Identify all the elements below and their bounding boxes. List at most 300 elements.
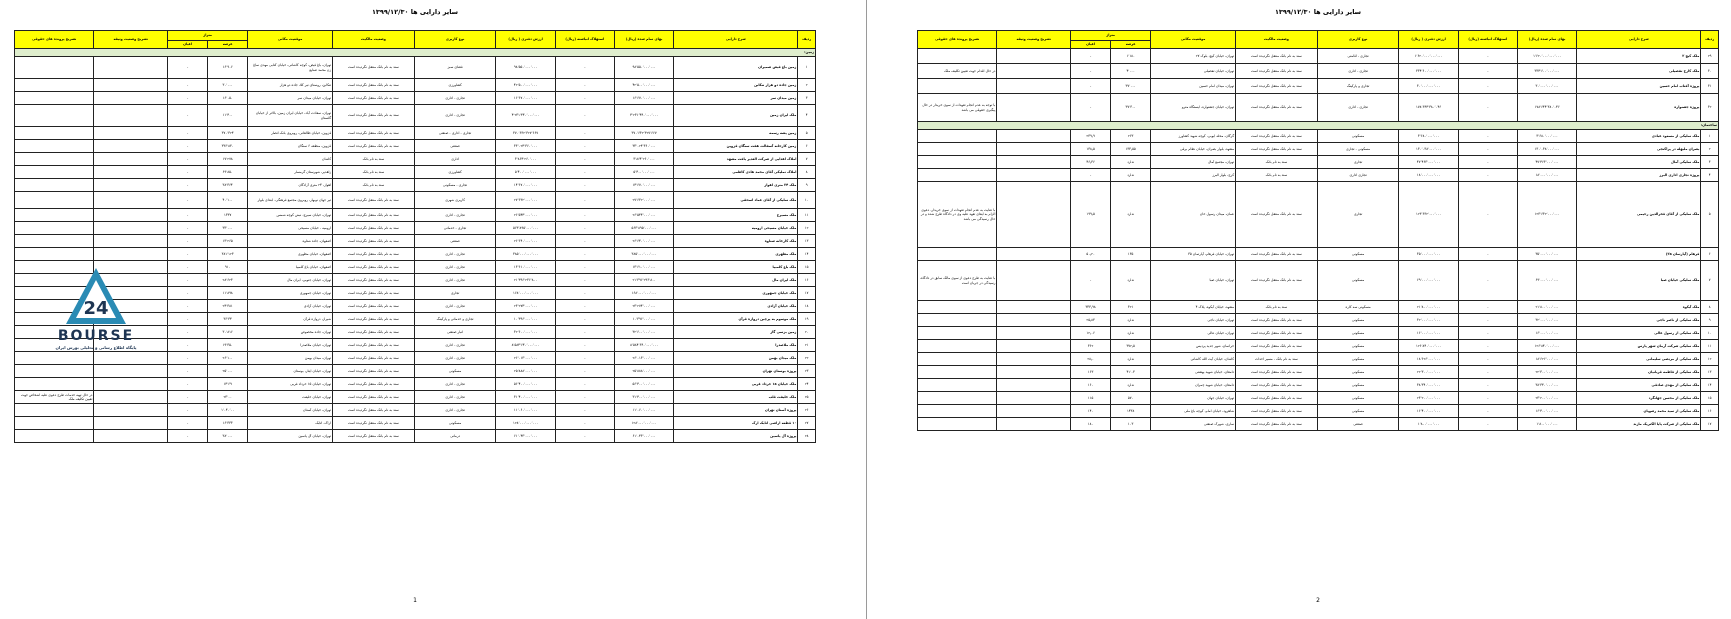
book-value-cell: ۳۲٬۰۰۰٬۰۰۰٬۰۰۰: [1399, 314, 1458, 327]
asset-description-cell: ملک تملیکی آمال: [1577, 156, 1701, 169]
book-value-cell: ۱۱٬۰۶۰٬۰۰۰٬۰۰۰: [496, 404, 555, 417]
row-number-cell: ۱: [1701, 130, 1719, 143]
finished-cost-cell: ۲۶٬۵۴۴٬۰۰۰٬۰۰۰: [614, 209, 673, 222]
table-row: [918, 130, 1719, 143]
ownership-status-cell: سند به نام بانک منتقل نگردیده است: [1236, 314, 1318, 327]
usage-type-cell: مسکونی: [1317, 314, 1399, 327]
ownership-status-cell: سند به نام بانک منتقل نگردیده است: [333, 404, 415, 417]
ownership-status-cell: سند به نام بانک منتقل نگردیده است: [1236, 405, 1318, 418]
location-cell: دامغان، خیابان شهید چمران: [1151, 379, 1236, 392]
area-land-cell: ۱۴۳۸: [1111, 405, 1151, 418]
row-number-cell: ۱۸: [798, 300, 816, 313]
finished-cost-cell: ۲۶٬۰۱۳٬۰۰۰٬۰۰۰: [614, 352, 673, 365]
row-number-cell: ۱۴: [1701, 379, 1719, 392]
depreciation-cell: -: [555, 166, 614, 179]
collateral-cell: [997, 169, 1071, 182]
area-building-cell: -: [1071, 169, 1111, 182]
finished-cost-cell: ۵۶۳٬۸۹۵٬۰۰۰٬۰۰۰: [614, 222, 673, 235]
row-number-cell: ۳: [798, 92, 816, 105]
table-row: [918, 340, 1719, 353]
depreciation-cell: -: [555, 92, 614, 105]
table-row: [15, 57, 816, 79]
book-value-cell: ۶۱٬۰۴۳٬۰۰۰٬۰۰۰: [496, 430, 555, 443]
collateral-cell: [997, 248, 1071, 261]
area-land-cell: ۳۳٬۰۰۰: [208, 222, 248, 235]
collateral-cell: [94, 378, 168, 391]
depreciation-cell: -: [555, 192, 614, 209]
location-cell: اصفهان، جاده شتاوه: [248, 235, 333, 248]
table-row: [918, 143, 1719, 156]
asset-description-cell: ملک تملیکی از سید محمد رضویان: [1577, 405, 1701, 418]
usage-type-cell: تجاری: [1317, 156, 1399, 169]
area-land-cell: ۲۳٬۰۰: [208, 391, 248, 404]
row-number-cell: ۱۳: [1701, 366, 1719, 379]
table-row: [918, 353, 1719, 366]
usage-type-cell: صنعتی: [414, 235, 496, 248]
asset-description-cell: ملک خیابان آزادی: [674, 300, 798, 313]
asset-description-cell: ملک خیابان مسیحی ارومیه: [674, 222, 798, 235]
usage-type-cell: تجاری - اداری - صنعتی: [414, 127, 496, 140]
asset-description-cell: ملک باغ کلمبیا: [674, 261, 798, 274]
finished-cost-cell: ۱٬۶۲۰٬۰۰۰٬۰۰۰٬۰۰۰: [1517, 49, 1576, 64]
collateral-cell: [94, 209, 168, 222]
collateral-cell: [997, 156, 1071, 169]
area-land-cell: ۵۷۰: [1111, 392, 1151, 405]
location-cell: عمان، میدان رسول خان: [1151, 182, 1236, 248]
area-building-cell: ۱۱۵: [1071, 392, 1111, 405]
ownership-status-cell: سند به نام بانک منتقل نگردیده است: [1236, 340, 1318, 353]
book-value-cell: ۱٬۸۰۰٬۰۰۰٬۰۰۰: [1399, 418, 1458, 431]
asset-description-cell: ۱۰ قطعه اراضی اتابک ارک: [674, 417, 798, 430]
finished-cost-cell: ۱۲۶٬۸۴۰٬۰۰۰٬۰۰۰: [1517, 340, 1576, 353]
legal-cases-cell: [15, 166, 94, 179]
asset-description-cell: ملک تملیکی از مرتضی سلیمانی: [1577, 353, 1701, 366]
col-header-depreciation: استهلاک انباشته (ریال): [555, 31, 614, 49]
area-land-cell: ۹۱۰: [208, 261, 248, 274]
bourse-logo-icon: [44, 266, 148, 328]
usage-type-cell: تجاری - خدماتی: [414, 222, 496, 235]
assets-table: [14, 30, 816, 443]
asset-description-cell: ملک خیابان جمهوری: [674, 287, 798, 300]
table-row: [918, 182, 1719, 248]
area-land-cell: ۴٬۰۰۰: [1111, 64, 1151, 79]
collateral-cell: [94, 57, 168, 79]
area-building-cell: -: [168, 166, 208, 179]
location-cell: مشهد، بلوار بصران، خیابان نظام برقی: [1151, 143, 1236, 156]
book-value-cell: ۲۶٬۵۴۴٬۰۰۰٬۰۰۰: [496, 209, 555, 222]
collateral-cell: [997, 301, 1071, 314]
row-number-cell: ۱۷: [1701, 418, 1719, 431]
depreciation-cell: -: [1458, 143, 1517, 156]
depreciation-cell: -: [555, 57, 614, 79]
depreciation-cell: -: [1458, 79, 1517, 94]
usage-type-cell: انبار صنعتی: [414, 326, 496, 339]
row-number-cell: ۲۶: [798, 404, 816, 417]
asset-description-cell: ملک ملاصدرا: [674, 339, 798, 352]
location-cell: خراسان، شهر جدید پردیس: [1151, 340, 1236, 353]
usage-type-cell: مسکونی: [1317, 340, 1399, 353]
area-land-cell: ۲۶۳: [1111, 130, 1151, 143]
legal-cases-cell: [918, 130, 997, 143]
legal-cases-cell: [918, 248, 997, 261]
depreciation-cell: -: [555, 79, 614, 92]
collateral-cell: [94, 192, 168, 209]
usage-type-cell: مسکونی: [1317, 130, 1399, 143]
usage-type-cell: مسکونی: [414, 365, 496, 378]
table-row: [15, 166, 816, 179]
area-land-cell: ۳۷٬۳۰۰: [1111, 94, 1151, 122]
area-land-cell: ۱۳۳٫۵۵: [1111, 143, 1151, 156]
location-cell: تهران، سعادت آباد، خیابان ایران زمین، بالاتر از خیابان گلستان: [248, 105, 333, 127]
section-label-land: زمین:: [15, 49, 816, 57]
ownership-status-cell: سند به نام بانک منتقل نگردیده است: [1236, 79, 1318, 94]
area-building-cell: -: [168, 430, 208, 443]
book-value-cell: ۴٬۲۳۱٬۴۴۰٬۰۰۰٬۰۰۰: [496, 105, 555, 127]
row-number-cell: ۱۱: [798, 209, 816, 222]
depreciation-cell: -: [555, 248, 614, 261]
finished-cost-cell: ۸٬۵۸۴٬۶۴۰٬۰۰۰٬۰۰۰: [614, 339, 673, 352]
finished-cost-cell: ۳۸۵٬۰۰۰٬۰۰۰٬۰۰۰: [614, 248, 673, 261]
asset-description-cell: ملک آبکوه: [1577, 301, 1701, 314]
usage-type-cell: مسکونی: [1317, 248, 1399, 261]
depreciation-cell: -: [1458, 379, 1517, 392]
area-building-cell: -: [168, 274, 208, 287]
area-building-cell: -: [168, 179, 208, 192]
asset-description-cell: ملک خلیفت قلب: [674, 391, 798, 404]
depreciation-cell: -: [1458, 248, 1517, 261]
legal-cases-cell: [15, 222, 94, 235]
table-row: [918, 156, 1719, 169]
finished-cost-cell: ۲۷٬۶۳۲٬۰۰۰٬۰۰۰: [614, 192, 673, 209]
area-building-cell: -: [168, 391, 208, 404]
asset-description-cell: پروژه آستان تهران: [674, 404, 798, 417]
col-header-area: متراژ: [1071, 31, 1151, 41]
depreciation-cell: -: [1458, 392, 1517, 405]
row-number-cell: ۲۱: [798, 339, 816, 352]
page-divider: [866, 0, 867, 619]
area-land-cell: ۲۵٬۰۰۰: [208, 365, 248, 378]
finished-cost-cell: ۶۱٬۰۴۳٬۰۰۰٬۰۰۰: [614, 430, 673, 443]
ownership-status-cell: سند به نام بانک منتقل نگردیده است: [1236, 366, 1318, 379]
usage-type-cell: تجاری: [1317, 182, 1399, 248]
book-value-cell: ۳۳۴٬۶۰۰٬۰۰۰٬۰۰۰: [1399, 64, 1458, 79]
depreciation-cell: -: [555, 339, 614, 352]
area-land-cell: ۱۳۳۷: [208, 209, 248, 222]
area-building-cell: -: [168, 248, 208, 261]
legal-cases-cell: [918, 49, 997, 64]
usage-type-cell: مسکونی: [1317, 261, 1399, 301]
usage-type-cell: مسکونی: [414, 417, 496, 430]
book-value-cell: ۱۶۸٬۰۰۰٬۰۰۰٬۰۰۰: [496, 287, 555, 300]
area-building-cell: -: [168, 326, 208, 339]
ownership-status-cell: سند به نام بانک منتقل نگردیده است: [333, 352, 415, 365]
ownership-status-cell: سند به نام بانک: [333, 166, 415, 179]
book-value-cell: ۳۸۵٬۰۰۰٬۰۰۰٬۰۰۰: [496, 248, 555, 261]
area-land-cell: ندارد: [1111, 379, 1151, 392]
collateral-cell: [997, 143, 1071, 156]
area-land-cell: ۱۶٬۹۰۶: [208, 57, 248, 79]
page1-table-body: [15, 49, 816, 443]
asset-description-cell: ملک کارخ تفضیلی: [1577, 64, 1701, 79]
ownership-status-cell: سند به نام بانک منتقل نگردیده است: [333, 274, 415, 287]
row-number-cell: ۲: [798, 79, 816, 92]
finished-cost-cell: ۱۲۸٬۰۰۰٬۰۰۰٬۰۰۰: [614, 417, 673, 430]
depreciation-cell: -: [555, 391, 614, 404]
col-header-area: متراژ: [168, 31, 248, 41]
asset-description-cell: املاک تملیکی آقای محمد هادی کاظمی: [674, 166, 798, 179]
collateral-cell: [997, 261, 1071, 301]
table-row: [918, 79, 1719, 94]
finished-cost-cell: ۳۳۴٬۶۰۰٬۰۰۰٬۰۰۰: [1517, 64, 1576, 79]
row-number-cell: ۵: [1701, 182, 1719, 248]
collateral-cell: [997, 49, 1071, 64]
collateral-cell: [997, 392, 1071, 405]
row-number-cell: ۲۷: [798, 417, 816, 430]
finished-cost-cell: ۳۵٬۰۰۰٬۰۰۰٬۰۰۰: [1517, 248, 1576, 261]
row-number-cell: ۷: [1701, 261, 1719, 301]
finished-cost-cell: ۱۲۳٬۶۳۲٬۰۰۰٬۰۰۰: [1517, 182, 1576, 248]
area-land-cell: ۳۰٬۸۱۶: [208, 326, 248, 339]
depreciation-cell: -: [555, 430, 614, 443]
location-cell: قزوین، خیابان طالقانی، روبروی بانک انصار: [248, 127, 333, 140]
row-number-cell: ۱۶: [1701, 405, 1719, 418]
usage-type-cell: تجاری - اداری: [414, 378, 496, 391]
location-cell: تهران، خیابان آل یاسین: [248, 430, 333, 443]
area-building-cell: ۵۰٫۲۰: [1071, 248, 1111, 261]
document-page-2: [917, 8, 1719, 604]
col-header-book-value: ارزش دفتری ( ریال): [496, 31, 555, 49]
area-building-cell: -: [168, 79, 208, 92]
col-header-area-land: عرصه: [1111, 41, 1151, 49]
collateral-cell: [94, 127, 168, 140]
ownership-status-cell: سند به نام بانک: [1236, 169, 1318, 182]
ownership-status-cell: سند به نام بانک منتقل نگردیده است: [333, 300, 415, 313]
collateral-cell: [94, 179, 168, 192]
row-number-cell: ۱: [798, 57, 816, 79]
legal-cases-cell: [918, 366, 997, 379]
asset-description-cell: زمین بزسی گاز: [674, 326, 798, 339]
col-header-ownership: وضعیت مالکیت: [1236, 31, 1318, 49]
usage-type-cell: تجاری - مسکونی: [414, 179, 496, 192]
book-value-cell: ۲۶٬۶۴۰٬۰۰۰٬۰۰۰: [496, 235, 555, 248]
collateral-cell: [997, 314, 1071, 327]
row-number-cell: ۲۹: [1701, 49, 1719, 64]
area-land-cell: ۴۱٬۰۳: [1111, 366, 1151, 379]
table-row: [918, 405, 1719, 418]
table-row: [15, 378, 816, 391]
area-land-cell: ندارد: [1111, 353, 1151, 366]
legal-cases-cell: [15, 140, 94, 153]
legal-cases-cell: [15, 417, 94, 430]
asset-description-cell: ملک تملیکی از محسن جهانگرد: [1577, 392, 1701, 405]
location-cell: تهران، میدان امام حسین: [1151, 79, 1236, 94]
area-building-cell: ۲۵٫۸۳: [1071, 314, 1111, 327]
area-land-cell: ۳۷۰٬۳۲۴: [208, 127, 248, 140]
ownership-status-cell: سند به نام بانک منتقل نگردیده است: [333, 235, 415, 248]
area-building-cell: ۲۳۹٫۹: [1071, 130, 1111, 143]
legal-cases-cell: [918, 405, 997, 418]
ownership-status-cell: سند به نام بانک منتقل نگردیده است: [333, 430, 415, 443]
depreciation-cell: -: [1458, 405, 1517, 418]
usage-type-cell: تجاری: [414, 287, 496, 300]
area-building-cell: -: [168, 140, 208, 153]
ownership-status-cell: سند به نام بانک منتقل نگردیده است: [1236, 143, 1318, 156]
usage-type-cell: تجاری - اداری: [414, 92, 496, 105]
area-land-cell: ۴۰٬۱۰۰: [208, 192, 248, 209]
usage-type-cell: صنعتی: [414, 140, 496, 153]
usage-type-cell: صنعتی: [1317, 418, 1399, 431]
ownership-status-cell: سند به نام بانک منتقل نگردیده است: [333, 57, 415, 79]
finished-cost-cell: ۵٬۴۰۰٬۰۰۰٬۰۰۰: [614, 166, 673, 179]
location-cell: تهران، خیابان کیچ، بلوک ۲۷: [1151, 49, 1236, 64]
ownership-status-cell: سند به نام بانک - مسیر احداث: [1236, 353, 1318, 366]
table-row: [15, 248, 816, 261]
row-number-cell: ۱۰: [798, 192, 816, 209]
page-number: 2: [1316, 597, 1320, 604]
usage-type-cell: مسکونی: [1317, 392, 1399, 405]
watermark-tagline: پایگاه اطلاع رسانی و تحلیلی بورس ایران: [55, 345, 137, 350]
col-header-legal: تشریح پرونده های حقوقی: [918, 31, 997, 49]
book-value-cell: ۸٬۵۸۴٬۶۴۰٬۰۰۰٬۰۰۰: [496, 339, 555, 352]
finished-cost-cell: ۱٬۸۰۰٬۰۰۰٬۰۰۰: [1517, 418, 1576, 431]
area-land-cell: ۳۳۶٬۸۳۰: [208, 140, 248, 153]
legal-cases-cell: [918, 327, 997, 340]
ownership-status-cell: سند به نام بانک منتقل نگردیده است: [333, 365, 415, 378]
book-value-cell: ۱۲۳٬۶۳۲٬۰۰۰٬۰۰۰: [1399, 182, 1458, 248]
table-row: [918, 169, 1719, 182]
ownership-status-cell: سند به نام بانک منتقل نگردیده است: [1236, 418, 1318, 431]
collateral-cell: [997, 182, 1071, 248]
area-land-cell: ندارد: [1111, 169, 1151, 182]
location-cell: تهران، خیابان جشنواره، ایستگاه مترو: [1151, 94, 1236, 122]
area-land-cell: ۱٬۰۴۰٬۰۰: [208, 404, 248, 417]
area-building-cell: -: [168, 352, 208, 365]
table-row: [15, 365, 816, 378]
table-row: [15, 235, 816, 248]
collateral-cell: [997, 94, 1071, 122]
assets-table: [917, 30, 1719, 431]
book-value-cell: ۲۶٬۰۱۳٬۰۰۰٬۰۰۰: [496, 352, 555, 365]
finished-cost-cell: ۱۳۰٬۰۳۸٬۰۰۰٬۰۰۰: [1517, 143, 1576, 156]
ownership-status-cell: سند به نام بانک منتقل نگردیده است: [333, 261, 415, 274]
book-value-cell: ۲۵٬۸۸۸٬۰۰۰٬۰۰۰: [496, 365, 555, 378]
row-number-cell: ۷: [798, 153, 816, 166]
legal-cases-cell: [15, 209, 94, 222]
area-land-cell: ۲۸٬۶۲۳: [208, 274, 248, 287]
bourse-watermark: [44, 266, 148, 354]
ownership-status-cell: سند به نام بانک منتقل نگردیده است: [333, 326, 415, 339]
location-cell: تهران، خیابان جمهوری: [248, 287, 333, 300]
table-row: [918, 94, 1719, 122]
row-number-cell: ۳۱: [1701, 79, 1719, 94]
ownership-status-cell: سند به نام بانک منتقل نگردیده است: [1236, 49, 1318, 64]
usage-type-cell: تجاری - اقامتی: [1317, 49, 1399, 64]
row-number-cell: ۹: [1701, 314, 1719, 327]
depreciation-cell: -: [555, 222, 614, 235]
usage-type-cell: مسکونی: [1317, 327, 1399, 340]
row-number-cell: ۳۲: [1701, 94, 1719, 122]
finished-cost-cell: ۱۶٬۴۰۰٬۰۰۰٬۰۰۰: [1517, 405, 1576, 418]
location-cell: تهران، خیابان جنوبی، ایران مال: [248, 274, 333, 287]
col-header-area-building: اعیان: [168, 41, 208, 49]
area-building-cell: -: [168, 209, 208, 222]
ownership-status-cell: سند به نام بانک منتقل نگردیده است: [333, 339, 415, 352]
legal-cases-cell: [15, 365, 94, 378]
legal-cases-cell: [15, 105, 94, 127]
collateral-cell: [94, 404, 168, 417]
area-land-cell: ۱۱٬۴۰۰: [208, 105, 248, 127]
asset-description-cell: ملک تملیکی از شرکت پایا الکتریک مازند: [1577, 418, 1701, 431]
asset-description-cell: ملک ایران زمین: [674, 105, 798, 127]
asset-description-cell: ملک مظهری: [674, 248, 798, 261]
area-building-cell: -: [168, 192, 208, 209]
finished-cost-cell: ۳۷۰٬۶۳۲٬۳۲۷٬۶۶۷: [614, 127, 673, 140]
location-cell: قزوین، منطقه ۶ سنگان: [248, 140, 333, 153]
finished-cost-cell: ۳۰٬۰۰۰٬۰۰۰٬۰۰۰: [1517, 79, 1576, 94]
table-row: [918, 49, 1719, 64]
table-row: [15, 404, 816, 417]
col-header-location: موقعیت مکانی: [248, 31, 333, 49]
table-row: [918, 64, 1719, 79]
area-land-cell: ۱۷٬۲۷۸: [208, 153, 248, 166]
asset-description-cell: ملک تملیکی از مهدی صادقی: [1577, 379, 1701, 392]
asset-description-cell: ملک تملیکی از فاطمه قربانیان: [1577, 366, 1701, 379]
location-cell: اصفهان، خیابان مظهری: [248, 248, 333, 261]
area-building-cell: -: [168, 378, 208, 391]
col-header-collateral: تشریح وضعیت وثیقه: [94, 31, 168, 49]
collateral-cell: [94, 222, 168, 235]
finished-cost-cell: ۳۸٬۳۴۰٬۰۰۰٬۰۰۰: [1517, 379, 1576, 392]
finished-cost-cell: ۹۸٬۵۵۰٬۰۰۰٬۰۰۰: [614, 57, 673, 79]
location-cell: تیر جهان نوبهار، روبروی مجتمع فرهنگی، ابتدای بلوار: [248, 192, 333, 209]
finished-cost-cell: ۱۶٬۶۷۰٬۰۰۰٬۰۰۰: [614, 92, 673, 105]
finished-cost-cell: ۳۲٬۰۰۰٬۰۰۰٬۰۰۰: [1517, 314, 1576, 327]
asset-description-cell: ملک کیچ ۲: [1577, 49, 1701, 64]
svg-text:24: 24: [83, 298, 109, 319]
asset-description-cell: بصران ملبهله در پراکنجی: [1577, 143, 1701, 156]
asset-description-cell: ملک تملیکی از رسول عالی: [1577, 327, 1701, 340]
collateral-cell: [997, 79, 1071, 94]
collateral-cell: [997, 418, 1071, 431]
collateral-cell: [997, 64, 1071, 79]
table-row: [918, 392, 1719, 405]
usage-type-cell: تجاری - اداری: [414, 352, 496, 365]
usage-type-cell: فضای سبز: [414, 57, 496, 79]
usage-type-cell: تجاری - اداری: [414, 274, 496, 287]
col-header-usage: نوع کاربری: [414, 31, 496, 49]
depreciation-cell: -: [555, 261, 614, 274]
book-value-cell: ۳۳٬۰۲۴٬۳۶۰٬۰۰۰: [496, 140, 555, 153]
legal-cases-cell: با توجه به عدم انجام تعهدات از سوی خریدار در حال پیگیری حقوقی می باشد: [918, 94, 997, 122]
row-number-cell: ۲۳: [798, 365, 816, 378]
usage-type-cell: تجاری - اداری: [414, 339, 496, 352]
location-cell: تهران، مجتمع آمال: [1151, 156, 1236, 169]
collateral-cell: [997, 353, 1071, 366]
row-number-cell: ۶: [1701, 248, 1719, 261]
location-cell: اصفهان، خیابان باغ کلمبیا: [248, 261, 333, 274]
book-value-cell: ۱۶٬۰۰۰٬۰۰۰٬۰۰۰: [1399, 327, 1458, 340]
area-land-cell: ۱۶٬۳۳۳: [208, 417, 248, 430]
row-number-cell: ۱۵: [798, 261, 816, 274]
legal-cases-cell: [15, 192, 94, 209]
row-number-cell: ۱۷: [798, 287, 816, 300]
location-cell: اراک، اتابک: [248, 417, 333, 430]
depreciation-cell: -: [555, 352, 614, 365]
usage-type-cell: تجاری - اداری: [414, 209, 496, 222]
finished-cost-cell: ۴٬۲۳۱٬۴۴۰٬۰۰۰٬۰۰۰: [614, 105, 673, 127]
depreciation-cell: -: [555, 287, 614, 300]
book-value-cell: ۶۹٬۰۰۰٬۰۰۰٬۰۰۰: [1399, 261, 1458, 301]
